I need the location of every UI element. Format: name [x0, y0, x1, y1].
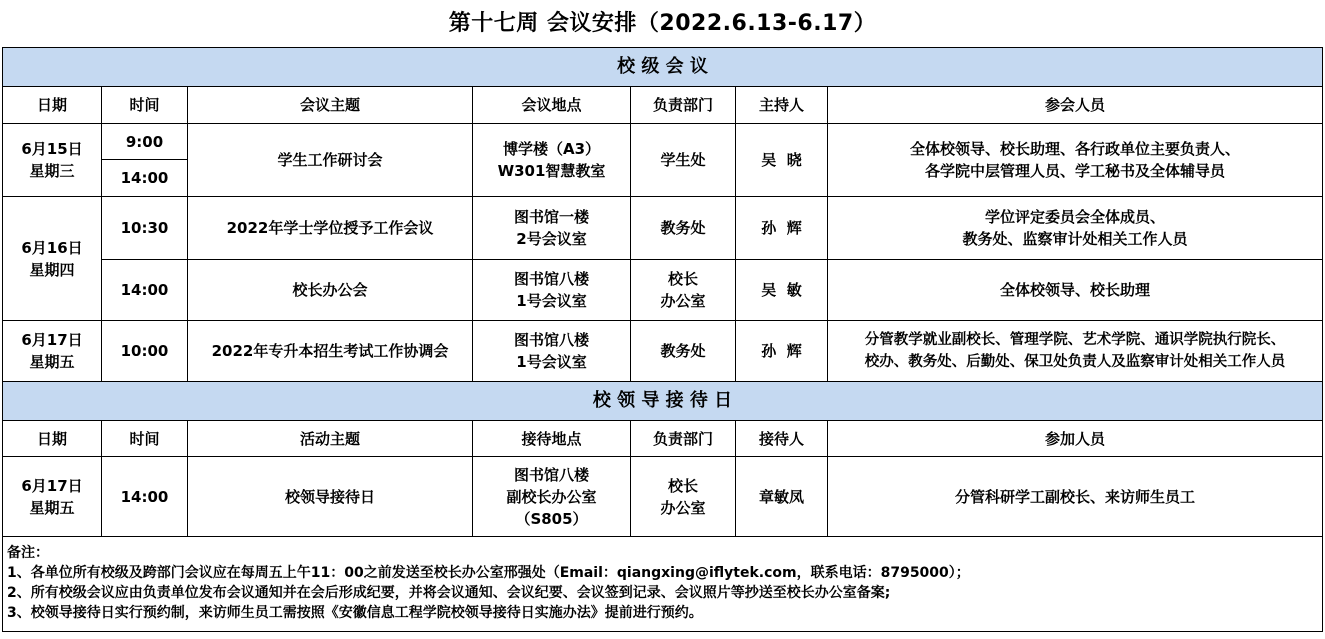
location-line: 2号会议室 [516, 230, 587, 248]
table-header-row [3, 87, 1323, 124]
location-line: 图书馆一楼 [513, 208, 589, 226]
header-location: 接待地点 [473, 421, 631, 457]
location-cell [473, 260, 631, 321]
dept-line: 校长 [667, 476, 698, 495]
attendees-line: 校办、教务处、后勤处、保卫处负责人及监察审计处相关工作人员 [864, 354, 1286, 370]
time-cell: 10:00 [102, 321, 188, 382]
date: 6月17日 [21, 476, 83, 495]
schedule-table [2, 47, 1323, 632]
host-cell: 孙 辉 [736, 321, 828, 382]
dept-line: 办公室 [660, 292, 706, 310]
note-item: 2、所有校级会议应由负责单位发布会议通知并在会后形成纪要，并将会议通知、会议纪要、会议签到记录、会议照片等抄送至校长办公室备案; [7, 585, 891, 601]
topic-cell: 2022年学士学位授予工作会议 [188, 197, 473, 260]
header-attendees: 参会人员 [828, 87, 1323, 124]
header-location: 会议地点 [473, 87, 631, 124]
location-cell [473, 321, 631, 382]
location-line: 1号会议室 [516, 353, 587, 371]
date-cell [3, 457, 102, 537]
table-row [3, 457, 1323, 537]
table-row [3, 260, 1323, 321]
header-time: 时间 [102, 421, 188, 457]
header-dept: 负责部门 [631, 421, 736, 457]
header-attendees: 参加人员 [828, 421, 1323, 457]
weekday: 星期五 [29, 498, 75, 517]
location-cell [473, 457, 631, 537]
attendees-cell: 分管科研学工副校长、来访师生员工 [828, 457, 1323, 537]
header-topic: 会议主题 [188, 87, 473, 124]
dept-cell [631, 457, 736, 537]
location-line: 图书馆八楼 [513, 465, 589, 484]
attendees-line: 各学院中层管理人员、学工秘书及全体辅导员 [925, 162, 1226, 180]
dept-line: 校长 [667, 270, 698, 288]
time-cell: 14:00 [102, 457, 188, 537]
date: 6月16日 [21, 238, 83, 257]
header-dept: 负责部门 [631, 87, 736, 124]
date-cell [3, 124, 102, 197]
attendees-line: 学位评定委员会全体成员、 [985, 208, 1166, 226]
date: 6月15日 [21, 140, 83, 158]
location-line: 1号会议室 [516, 292, 587, 310]
table-row [3, 124, 1323, 160]
section-title-reception: 校 领 导 接 待 日 [3, 382, 1323, 421]
location-line: 图书馆八楼 [513, 331, 589, 349]
weekday: 星期四 [29, 260, 75, 279]
notes [3, 537, 1323, 632]
section-title-meetings: 校 级 会 议 [3, 48, 1323, 87]
weekday: 星期三 [29, 162, 75, 180]
dept-cell [631, 260, 736, 321]
time-cell: 14:00 [102, 160, 188, 197]
note-item: 1、各单位所有校级及跨部门会议应在每周五上午11：00之前发送至校长办公室邢强处（Email：qiangxing@iflytek.com，联系电话：8795000）； [7, 565, 970, 581]
location-line: W301智慧教室 [497, 162, 606, 180]
header-host: 接待人 [736, 421, 828, 457]
notes-label: 备注： [7, 545, 49, 561]
dept-cell: 教务处 [631, 321, 736, 382]
location-line: 副校长办公室 [506, 487, 597, 506]
topic-cell: 校领导接待日 [188, 457, 473, 537]
header-date: 日期 [3, 87, 102, 124]
attendees-cell [828, 321, 1323, 382]
attendees-line: 教务处、监察审计处相关工作人员 [962, 230, 1188, 248]
dept-line: 办公室 [660, 498, 706, 517]
attendees-line: 分管教学就业副校长、管理学院、艺术学院、通识学院执行院长、 [864, 332, 1286, 348]
location-line: 博学楼（A3） [502, 140, 601, 158]
table-row [3, 197, 1323, 260]
date: 6月17日 [21, 331, 83, 349]
host-cell: 章敏凤 [736, 457, 828, 537]
host-cell: 孙 辉 [736, 197, 828, 260]
time-cell: 10:30 [102, 197, 188, 260]
time-cell: 9:00 [102, 124, 188, 160]
host-cell: 吴 敏 [736, 260, 828, 321]
time-cell: 14:00 [102, 260, 188, 321]
location-line: （S805） [515, 509, 588, 528]
table-header-row [3, 421, 1323, 457]
date-cell [3, 197, 102, 321]
header-date: 日期 [3, 421, 102, 457]
date-cell [3, 321, 102, 382]
page-title: 第十七周 会议安排（2022.6.13-6.17） [448, 11, 877, 36]
attendees-line: 全体校领导、校长助理、各行政单位主要负责人、 [910, 140, 1241, 158]
attendees-cell [828, 197, 1323, 260]
dept-cell: 学生处 [631, 124, 736, 197]
location-line: 图书馆八楼 [513, 270, 589, 288]
topic-cell: 学生工作研讨会 [188, 124, 473, 197]
dept-cell: 教务处 [631, 197, 736, 260]
header-topic: 活动主题 [188, 421, 473, 457]
header-time: 时间 [102, 87, 188, 124]
host-cell: 吴 晓 [736, 124, 828, 197]
location-cell [473, 197, 631, 260]
attendees-cell [828, 124, 1323, 197]
header-host: 主持人 [736, 87, 828, 124]
weekday: 星期五 [29, 353, 75, 371]
topic-cell: 2022年专升本招生考试工作协调会 [188, 321, 473, 382]
location-cell [473, 124, 631, 197]
note-item: 3、校领导接待日实行预约制，来访师生员工需按照《安徽信息工程学院校领导接待日实施办法》提前进行预约。 [7, 605, 703, 621]
attendees-cell: 全体校领导、校长助理 [828, 260, 1323, 321]
topic-cell: 校长办公会 [188, 260, 473, 321]
table-row [3, 321, 1323, 382]
